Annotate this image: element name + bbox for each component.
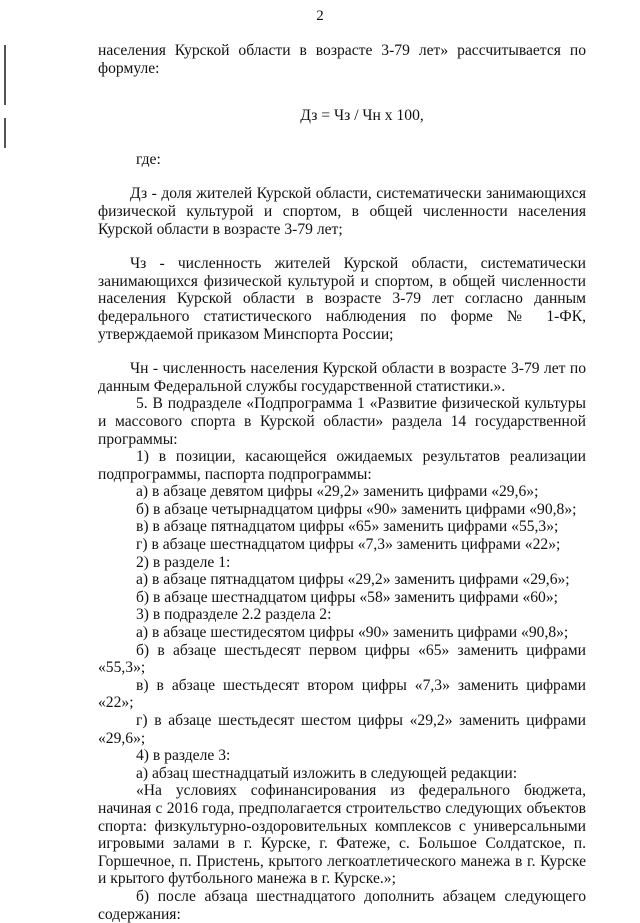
paragraph-intro: населения Курской области в возрасте 3-79 лет» рассчитывается по	[98, 42, 586, 59]
document-body	[98, 42, 586, 923]
subitem-4b: б) после абзаца шестнадцатого дополнить абзацем следующего содержания:	[98, 887, 586, 923]
subitem-3b: б) в абзаце шестьдесят первом цифры «65» заменить цифрами «55,3»;	[98, 641, 586, 677]
subitem-1v: в) в абзаце пятнадцатом цифры «65» заменить цифрами «55,3»;	[136, 518, 559, 536]
subitem-2a: а) в абзаце пятнадцатом цифры «29,2» заменить цифрами «29,6»;	[136, 571, 570, 589]
subitem-3v: в) в абзаце шестьдесят втором цифры «7,3» заменить цифрами «22»;	[98, 676, 586, 712]
subitem-4: 4) в разделе 3:	[136, 747, 231, 765]
subitem-1: 1) в позиции, касающейся ожидаемых результатов реализации подпрограммы, паспорта подпрограммы:	[98, 448, 586, 483]
definition-chn: Чн - численность населения Курской области в возрасте 3-79 лет по данным Федеральной службы государственной статистики.».	[98, 360, 586, 395]
subitem-4a: а) абзац шестнадцатый изложить в следующей редакции:	[136, 764, 518, 782]
margin-line	[4, 45, 6, 105]
subitem-3a: а) в абзаце шестидесятом цифры «90» заменить цифрами «90,8»;	[136, 624, 569, 642]
subitem-1b: б) в абзаце четырнадцатом цифры «90» заменить цифрами «90,8»;	[136, 500, 577, 518]
subitem-1a: а) в абзаце девятом цифры «29,2» заменить цифрами «29,6»;	[136, 483, 539, 501]
where-label: где:	[136, 150, 161, 168]
definition-dz: Дз - доля жителей Курской области, систематически занимающихся физической культурой и спортом, в общей численности населения Курской области в возрасте 3-79 лет;	[98, 185, 586, 238]
margin-line	[4, 118, 6, 148]
paragraph-intro-end: формуле:	[98, 59, 160, 77]
formula: Дз = Чз / Чн х 100,	[300, 107, 424, 125]
subitem-1g: г) в абзаце шестнадцатом цифры «7,3» заменить цифрами «22»;	[136, 536, 561, 554]
subitem-3: 3) в подразделе 2.2 раздела 2:	[136, 606, 332, 624]
subitem-2b: б) в абзаце шестнадцатом цифры «58» заменить цифрами «60»;	[136, 588, 558, 606]
quote-paragraph: «На условиях софинансирования из федерального бюджета, начиная с 2016 года, предполагается строительство следующих объектов спорта: физкультурно-оздоровительных комплексов с универсальными игровыми залами в г. Курске, г. Фатеже, с. Большое Солдатское, п. Горшечное, п. Пристень, крытого легкоатлетического манежа в г. Курске и крытого футбольного манежа в г. Курске.»;	[98, 782, 586, 888]
subitem-2: 2) в разделе 1:	[136, 553, 231, 571]
definition-chz: Чз - численность жителей Курской области, систематически занимающихся физической культурой и спортом, в общей численности населения Курской области в возрасте 3-79 лет согласно данным федерального статистического наблюдения по форме № 1-ФК, утверждаемой приказом Минспорта России;	[98, 255, 586, 343]
item-5: 5. В подразделе «Подпрограмма 1 «Развитие физической культуры и массового спорта в Курской области» раздела 14 государственной программы:	[98, 395, 586, 448]
page-number: 2	[316, 8, 324, 24]
subitem-3g: г) в абзаце шестьдесят шестом цифры «29,2» заменить цифрами «29,6»;	[98, 712, 586, 747]
